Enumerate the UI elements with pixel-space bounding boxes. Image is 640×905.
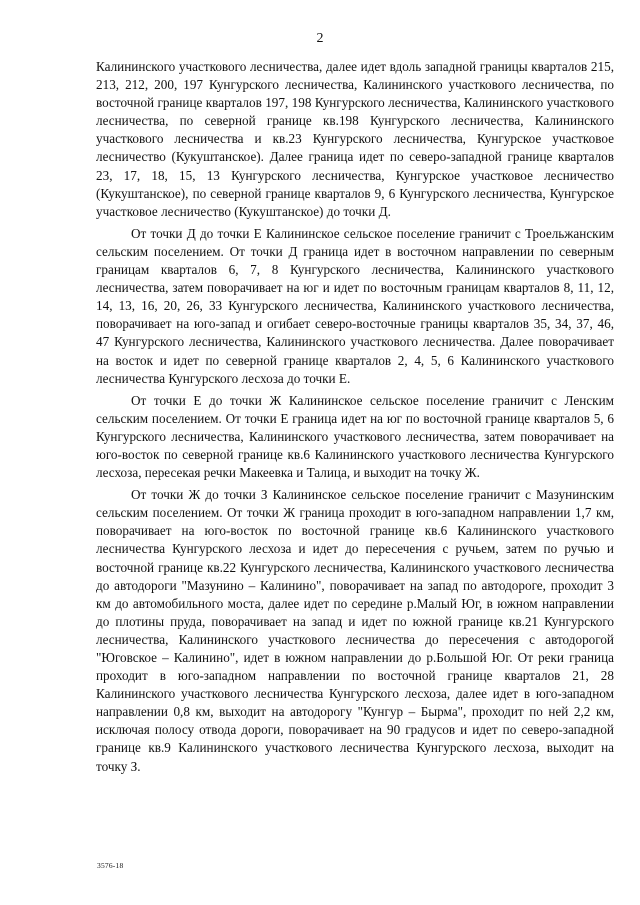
page-number: 2 — [316, 31, 324, 46]
document-body — [96, 58, 614, 777]
paragraph-point-e-to-zh: От точки Е до точки Ж Калининское сельское поселение граничит с Ленским сельским поселением. От точки Е граница идет на юг по восточной границе кварталов 5, 6 Кунгурского лесничества, Калининского участкового лесничества, затем поворачивает на юго-восток по северной границе кв.6 Калининского участкового лесничества Кунгурского лесхоза, пересекая речки Макеевка и Талица, и выходит на точку Ж. — [96, 392, 614, 481]
paragraph-1-continuation: Калининского участкового лесничества, далее идет вдоль западной границы кварталов 215, 213, 212, 200, 197 Кунгурского лесничества, Калининского участкового лесничества, по восточной границе кварталов 197, 198 Кунгурского лесничества, Калининского участкового лесничества, по северной границе кв.198 Кунгурского лесничества, Калининского участкового лесничества и кв.23 Кунгурского лесничества, Кунгурское участковое лесничество (Кукуштанское). Далее граница идет по северо-западной границе кварталов 23, 17, 18, 15, 13 Кунгурского лесничества, Кунгурское участковое лесничество (Кукуштанское), по северной границе кварталов 9, 6 Кунгурского лесничества, Кунгурское участковое лесничество (Кукуштанское) до точки Д. — [96, 59, 614, 219]
paragraph-point-zh-to-z: От точки Ж до точки З Калининское сельское поселение граничит с Мазунинским сельским поселением. От точки Ж граница проходит в юго-западном направлении 1,7 км, поворачивает на юго-восток по восточной границе кв.6 Калининского участкового лесничества Кунгурского лесхоза и идет до пересечения с ручьем, затем по ручью и восточной границе кв.22 Кунгурского лесничества, Калининского участкового лесничества до автодороги "Мазунино – Калинино", поворачивает на запад по автодороге, проходит 3 км до автомобильного моста, далее идет по середине р.Малый Юг, в южном направлении до плотины пруда, поворачивает на запад и идет по южной границе кв.21 Кунгурского лесничества, Калининского участкового лесничества до пересечения с автодорогой "Юговское – Калинино", идет в южном направлении до р.Большой Юг. От реки граница проходит в юго-западном направлении по восточной границе кварталов 21, 28 Калининского участкового лесничества Кунгурского лесхоза, далее идет в юго-западном направлении 0,8 км, выходит на автодорогу "Кунгур – Бырма", проходит по ней 2,2 км, исключая полосу отвода дороги, поворачивает на 90 градусов и идет по северо-западной границе кв.9 Калининского участкового лесничества Кунгурского лесхоза, выходит на точку З. — [96, 487, 614, 774]
document-code: 3576-18 — [97, 861, 124, 870]
paragraph-point-d-to-e: От точки Д до точки Е Калининское сельское поселение граничит с Троельжанским сельским поселением. От точки Д граница идет в восточном направлении по северным границам кварталов 6, 7, 8 Кунгурского лесничества, Калининского участкового лесничества, затем поворачивает на юг и идет по восточным границам кварталов 8, 11, 12, 14, 13, 16, 20, 26, 33 Кунгурского лесничества, Калининского участкового лесничества, поворачивает на юго-запад и огибает северо-восточные границы кварталов 35, 34, 37, 46, 47 Кунгурского лесничества, Калининского участкового лесничества. Далее поворачивает на восток и идет по северной границе кварталов 2, 4, 5, 6 Калининского участкового лесничества Кунгурского лесхоза до точки Е. — [96, 225, 614, 386]
